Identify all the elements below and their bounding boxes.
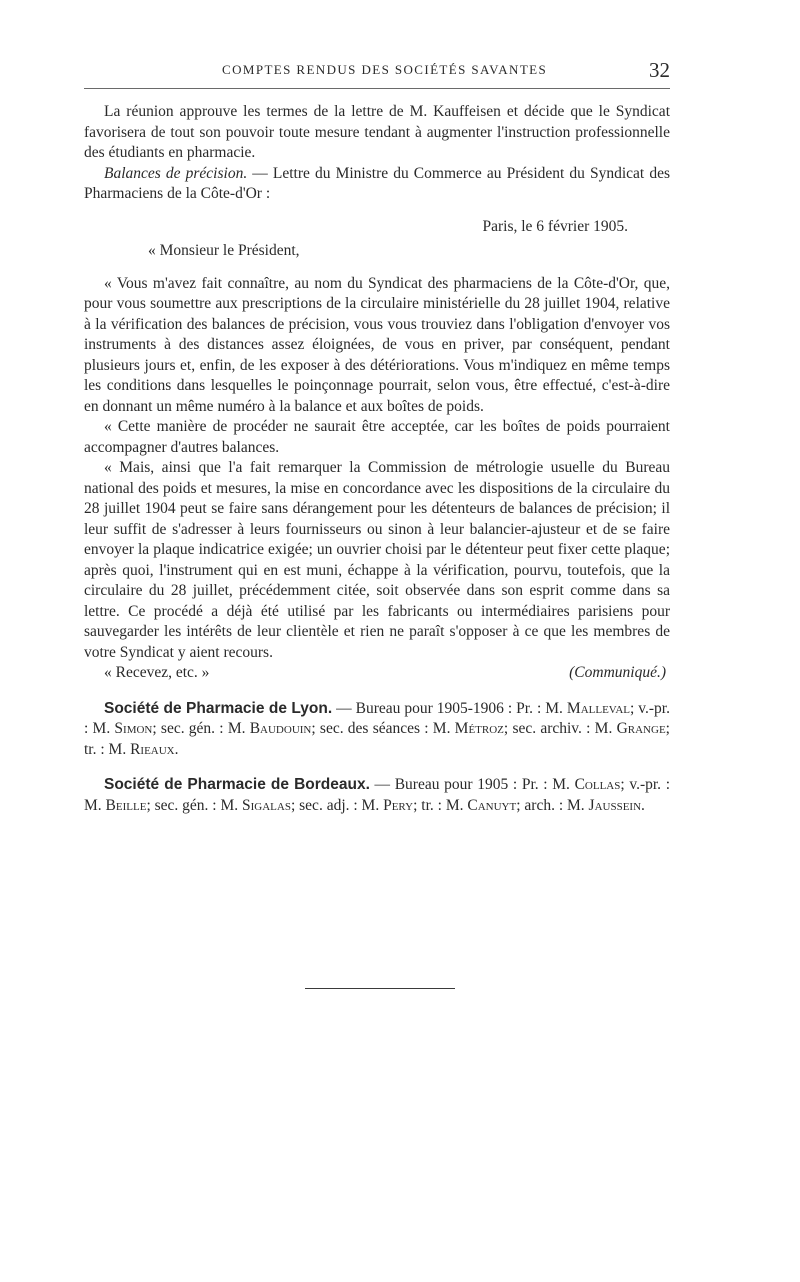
text-run: ; v.-pr. : M. [84, 699, 670, 737]
text-run: — Bureau pour 1905 : Pr. : M. [369, 776, 575, 793]
paragraph-reunion: La réunion approuve les termes de la lettre de M. Kauffeisen et décide que le Syndicat favorisera de tout son pouvoir toute mesure tendant à augmenter l'instruction professionnelle des étudiants en pharmacie. [84, 103, 670, 161]
member-name: Pery [383, 796, 414, 814]
text-run: — Bureau pour 1905-1906 : Pr. : M. [332, 699, 567, 717]
text-run: ; v.-pr. : M. [84, 776, 671, 814]
text-run: ; tr. : M. [84, 720, 670, 758]
text-run: . [174, 740, 179, 758]
member-name: Baudouin [249, 720, 312, 737]
article-body [84, 102, 670, 816]
member-name: Sigalas [242, 796, 291, 814]
signoff-text: « Recevez, etc. » [104, 664, 210, 681]
member-name: Grange [616, 720, 666, 737]
member-name: Malleval [566, 699, 630, 717]
letter-paragraph-3: « Mais, ainsi que l'a fait remarquer la Commission de métrologie usuelle du Bureau national des poids et mesures, la mise en concordance avec les dispositions de la circulaire du 28 juillet 1904 peut se faire sans dérangement pour les détenteurs de balances de précision; il leur suffit de s'adresser à leurs fournisseurs ou sinon à leur balancier-ajusteur et de se faire envoyer la plaque indicatrice exigée; un ouvrier choisi par le détenteur peut fixer cette plaque; après quoi, l'instrument qui en est muni, échappe à la vérification, pourvu, toutefois, que la circulaire du 28 juillet, précédemment citée, soit observée dans son esprit comme dans sa lettre. Ce procédé a déjà été utilisé par les fabricants ou intermédiaires parisiens pour sauvegarder les intérêts de leur clientèle et rien ne paraît s'opposer à ce que les membres de votre Syndicat y aient recours. [84, 459, 670, 661]
text-run: ; sec. adj. : M. [290, 796, 384, 814]
society-bordeaux [84, 775, 670, 816]
text-run: . [641, 796, 645, 814]
text-run: ; sec. archiv. : M. [503, 720, 617, 737]
text-run: ; sec. des séances : M. [311, 720, 455, 737]
member-name: Métroz [454, 720, 504, 737]
text-run: ; arch. : M. [516, 796, 589, 814]
source-note: (Communiqué.) [569, 664, 666, 681]
member-name: Simon [114, 720, 153, 737]
text-run: ; sec. gén. : M. [146, 796, 243, 814]
letter-dateline: Paris, le 6 février 1905. [482, 217, 628, 235]
member-name: Beille [105, 796, 147, 814]
member-name: Rieaux [130, 740, 175, 758]
society-bordeaux-name: Société de Pharmacie de Bordeaux. [104, 776, 370, 793]
member-name: Canuyt [467, 796, 517, 814]
letter-paragraph-2: « Cette manière de procéder ne saurait être acceptée, car les boîtes de poids pourraient accompagner d'autres balances. [84, 418, 670, 456]
letter-paragraph-1: « Vous m'avez fait connaître, au nom du Syndicat des pharmaciens de la Côte-d'Or, que, pour vous soumettre aux prescriptions de la circulaire ministérielle du 28 juillet 1904, relative à la vérification des balances de précision, vous vous trouviez dans l'obligation d'envoyer vos instruments à des distances assez éloignées, de vous en priver, par conséquent, pendant plusieurs jours et, enfin, de les exposer à des détériorations. Vous m'indiquez en même temps les conditions dans lesquelles le poinçonnage pourrait, selon vous, être effectué, c'est-à-dire en donnant un même numéro à la balance et aux boîtes de poids. [84, 274, 670, 415]
section-lead: Balances de précision. [104, 164, 248, 182]
society-lyon [84, 699, 670, 761]
society-lyon-name: Société de Pharmacie de Lyon. [104, 699, 333, 717]
member-name: Jaussein [588, 796, 642, 814]
member-name: Collas [574, 776, 621, 793]
letter-salutation: « Monsieur le Président, [148, 242, 300, 259]
text-run: ; tr. : M. [413, 796, 468, 814]
page-number: 32 [649, 58, 670, 82]
running-title: COMPTES RENDUS DES SOCIÉTÉS SAVANTES [222, 62, 548, 77]
paragraph-balances [84, 164, 670, 205]
page-header [84, 58, 670, 88]
letter-signoff [84, 663, 670, 684]
section-lead-rest: — Lettre du Ministre du Commerce au Président du Syndicat des Pharmaciens de la Côte-d'Or : [84, 164, 670, 202]
text-run: ; sec. gén. : M. [152, 720, 250, 737]
end-rule [305, 988, 455, 989]
header-rule [84, 88, 670, 89]
